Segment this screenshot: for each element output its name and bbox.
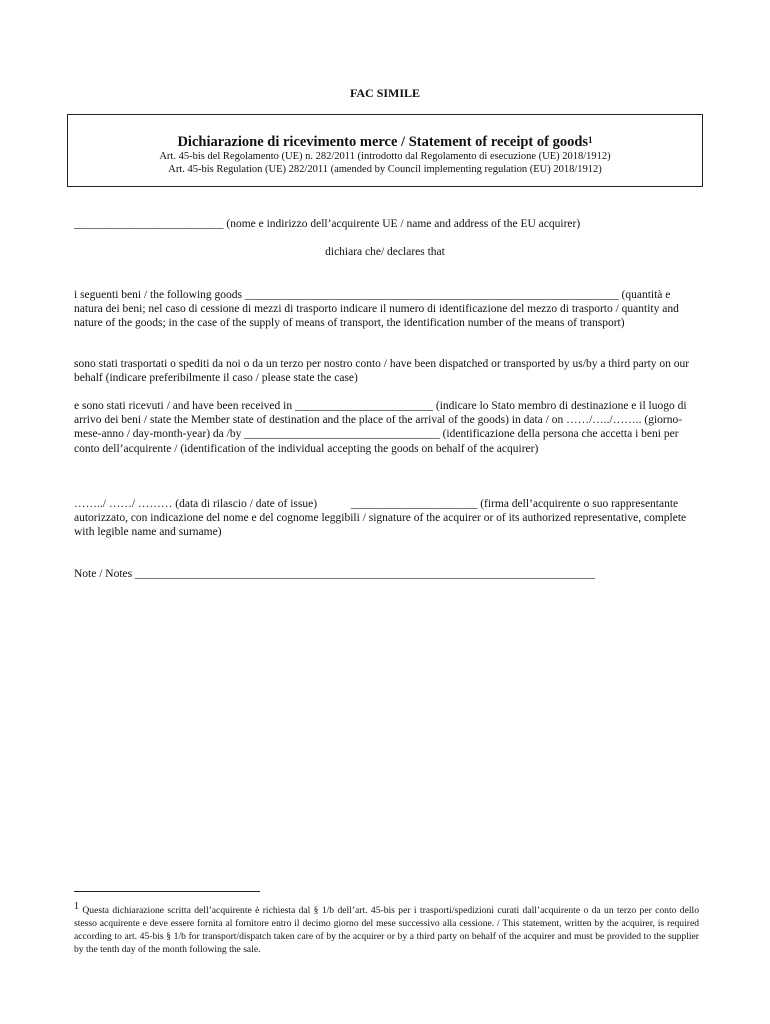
- signature-blank[interactable]: ______________________: [350, 498, 478, 510]
- document-title: [68, 134, 702, 151]
- goods-section: [74, 288, 699, 331]
- received-text-1: (indicare lo Stato membro di destinazione e il luogo di arrivo dei beni / state the Member state of destination and the place of the arrival of the goods) in data / on: [74, 400, 687, 427]
- signature-label: (firma dell’acquirente o suo rappresentante autorizzato, con indicazione del nome e del cognome leggibili / signature of the acquirer or of its authorized representative, complete with legible name and surname): [74, 498, 687, 539]
- received-section: [74, 399, 699, 456]
- notes-line: [74, 567, 699, 581]
- notes-blank[interactable]: ________________________________________________________________________________: [135, 568, 596, 580]
- document-title-text: Dichiarazione di ricevimento merce / Statement of receipt of goods: [177, 134, 589, 150]
- title-box: [67, 114, 703, 187]
- issue-section: [74, 497, 699, 540]
- issue-date-label: (data di rilascio / date of issue): [175, 498, 318, 510]
- receipt-date-blank[interactable]: ……/…../……..: [566, 414, 642, 427]
- declares-text: dichiara che/ declares that: [325, 246, 445, 258]
- footnote-marker: 1: [74, 901, 79, 912]
- acquirer-blank[interactable]: __________________________: [74, 218, 224, 230]
- goods-blank[interactable]: _________________________________________________________________: [244, 289, 619, 301]
- footnote-divider: [74, 891, 260, 892]
- footnote-text: Questa dichiarazione scritta dell’acquirente è richiesta dal § 1/b dell’art. 45-bis per i trasporti/spedizioni curati dall’acquirente o da un terzo per conto dello stesso acquirente e deve essere fornita al fornitore entro il decimo giorno del mese successivo alla cessione. / This statement, written by the acquirer, is required according to art. 45-bis § 1/b for transport/dispatch taken care of by the acquirer or by a third party on behalf of the acquirer and must be provided to the supplier by the tenth day of the month following the sale.: [74, 905, 699, 956]
- goods-label: i seguenti beni / the following goods: [74, 289, 243, 301]
- footnote: [74, 900, 699, 956]
- received-text-2: (giorno-mese-anno / day-month-year) da /by: [74, 414, 683, 441]
- transport-text: sono stati trasportati o spediti da noi o da un terzo per nostro conto / have been dispatched or transported by us/by a third party on our behalf (indicare preferibilmente il caso / please state the case): [74, 358, 690, 385]
- page-heading: FAC SIMILE: [349, 86, 421, 100]
- notes-label: Note / Notes: [74, 568, 133, 580]
- issue-date-blank[interactable]: ……../ ……/ ………: [74, 498, 173, 510]
- received-lead: e sono stati ricevuti / and have been received in: [74, 400, 293, 412]
- regulation-reference-en: Art. 45-bis Regulation (UE) 282/2011 (amended by Council implementing regulation (EU) 2018/1912): [168, 163, 602, 175]
- acquirer-line: [74, 217, 699, 231]
- goods-note: (quantità e natura dei beni; nel caso di cessione di mezzi di trasporto indicare il numero di identificazione del mezzo di trasporto / quantity and nature of the goods; in the case of the supply of means of transport, the identification number of the means of transport): [74, 289, 679, 330]
- accepting-person-blank[interactable]: __________________________________: [244, 428, 440, 441]
- acquirer-label: (nome e indirizzo dell’acquirente UE / name and address of the EU acquirer): [226, 218, 581, 230]
- received-text-3: (identificazione della persona che accetta i beni per conto dell’acquirente / (identification of the individual accepting the goods on behalf of the acquirer): [74, 428, 679, 455]
- footnote-reference: 1: [588, 135, 593, 145]
- destination-blank[interactable]: ________________________: [294, 400, 433, 412]
- regulation-reference-it: Art. 45-bis del Regolamento (UE) n. 282/2011 (introdotto dal Regolamento di esecuzione (UE) 2018/1912): [159, 151, 611, 162]
